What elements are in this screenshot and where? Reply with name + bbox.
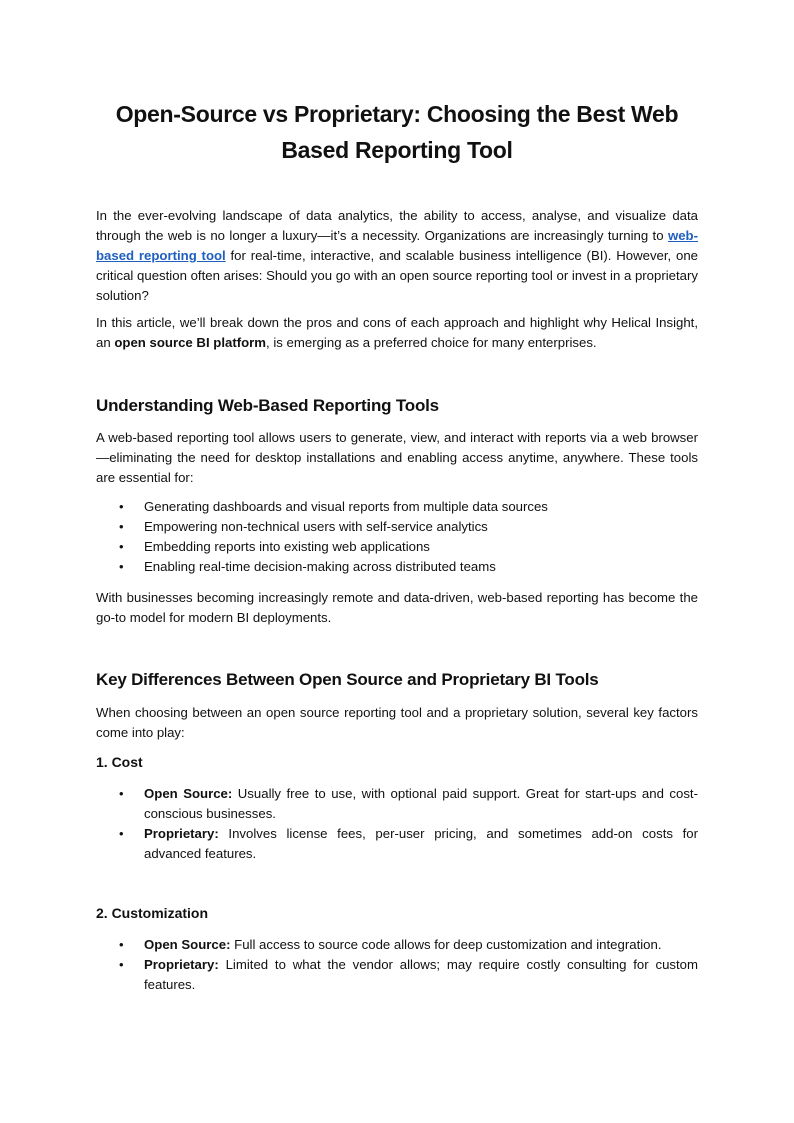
bullet-icon: • [119,519,124,534]
customization-bullet-list [96,935,698,995]
section-heading-understanding: Understanding Web-Based Reporting Tools [96,396,439,415]
section1-bullet-list [96,497,698,577]
web-based-reporting-tool-link[interactable]: web-based reporting tool [96,228,698,263]
bullet-icon: • [119,499,124,514]
list-item: • Proprietary: Involves license fees, per-user pricing, and sometimes add-on costs for advanced features. [119,826,698,861]
cost-bullet-list [96,784,698,864]
bullet-icon: • [119,559,124,574]
list-item: • Empowering non-technical users with self-service analytics [96,517,698,537]
document-title: Open-Source vs Proprietary: Choosing the Best Web Based Reporting Tool [115,101,679,163]
section1-paragraph: A web-based reporting tool allows users to generate, view, and interact with reports via a web browser—eliminating the need for desktop installations and enabling access anytime, anywhere. These tools are essential for: [96,430,698,485]
bullet-icon: • [119,786,124,801]
bullet-icon: • [119,937,124,952]
subheading-customization: 2. Customization [96,905,209,921]
bullet-icon: • [119,539,124,554]
bullet-icon: • [119,957,124,972]
section2-paragraph: When choosing between an open source reporting tool and a proprietary solution, several key factors come into play: [96,705,698,740]
list-item: • Open Source: Usually free to use, with optional paid support. Great for start-ups and cost-conscious businesses. [119,786,698,821]
open-source-bi-platform-bold: open source BI platform [114,335,267,350]
list-item: • Open Source: Full access to source code allows for deep customization and integration. [96,935,698,955]
subheading-cost: 1. Cost [96,754,143,770]
intro-paragraph-1: In the ever-evolving landscape of data analytics, the ability to access, analyse, and visualize data through the web is no longer a luxury—it’s a necessity. Organizations are increasingly turning to web-based reporting tool for real-time, interactive, and scalable business intelligence (BI). However, one critical question often arises: Should you go with an open source reporting tool or invest in a proprietary solution? [96,208,698,303]
list-item: • Embedding reports into existing web applications [96,537,698,557]
list-item: • Generating dashboards and visual reports from multiple data sources [96,497,698,517]
intro-paragraph-2: In this article, we’ll break down the pros and cons of each approach and highlight why Helical Insight, an open source BI platform, is emerging as a preferred choice for many enterprises. [96,315,698,350]
section1-closing-paragraph: With businesses becoming increasingly remote and data-driven, web-based reporting has become the go-to model for modern BI deployments. [96,590,698,625]
bullet-icon: • [119,826,124,841]
section-heading-key-differences: Key Differences Between Open Source and Proprietary BI Tools [96,670,599,689]
list-item: • Enabling real-time decision-making across distributed teams [96,557,698,577]
list-item: • Proprietary: Limited to what the vendor allows; may require costly consulting for custom features. [119,957,698,992]
